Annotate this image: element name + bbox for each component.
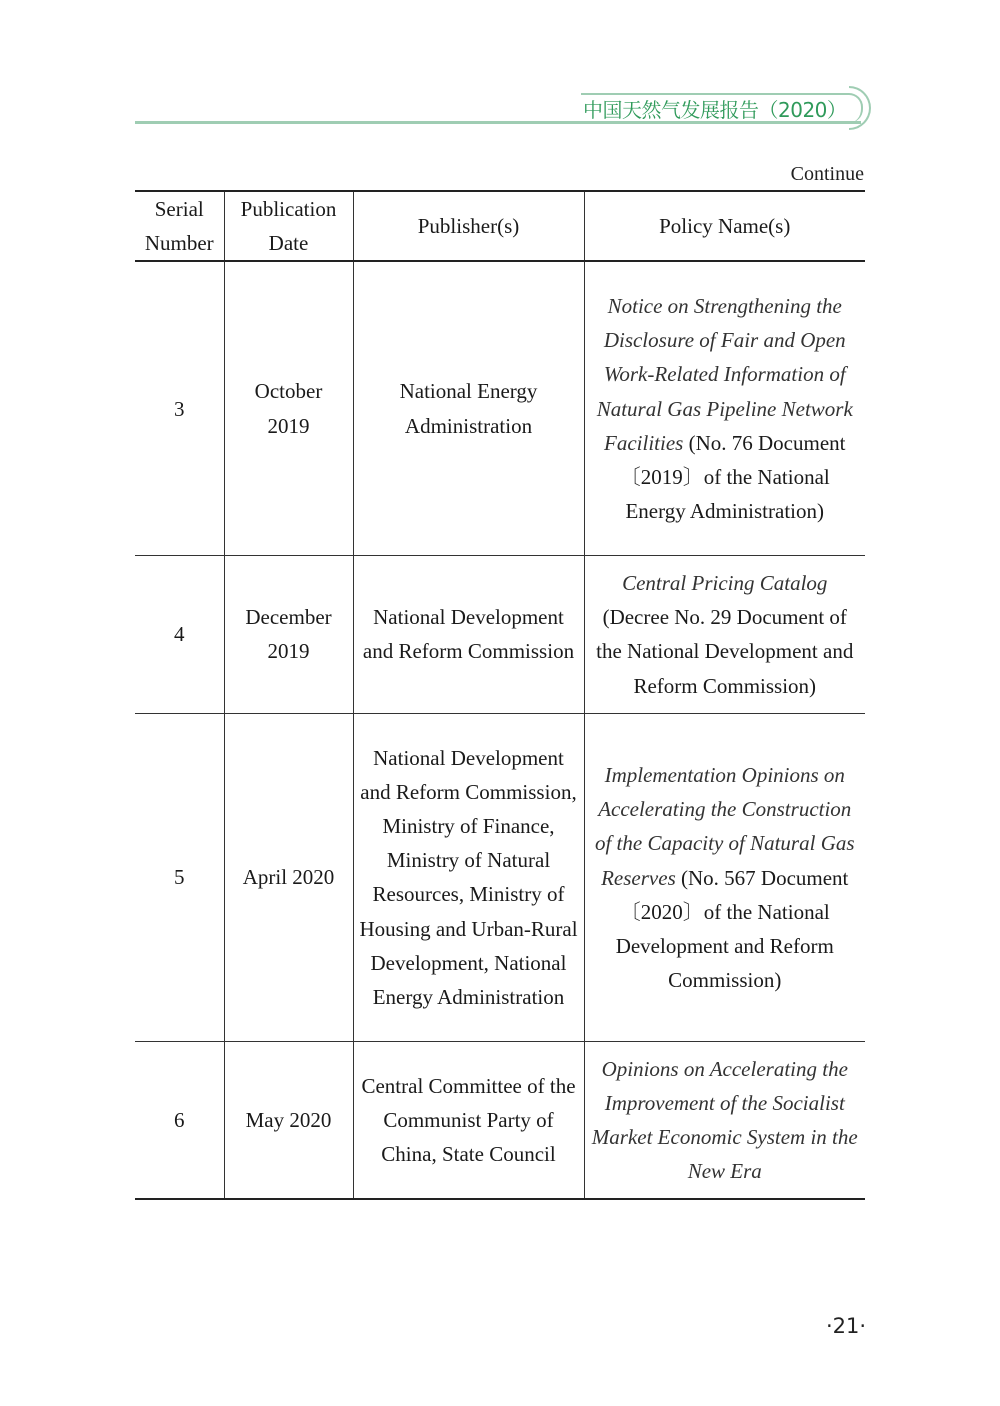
serial-cell: 3 — [135, 261, 224, 555]
table-row — [135, 261, 865, 555]
report-title: 中国天然气发展报告（2020） — [583, 98, 847, 122]
continue-label: Continue — [790, 163, 864, 185]
date-cell: May 2020 — [224, 1041, 353, 1199]
policy-cell — [584, 1041, 865, 1199]
serial-cell: 5 — [135, 713, 224, 1041]
publisher-cell: National Development and Reform Commission — [353, 555, 584, 713]
policy-table — [135, 190, 865, 1200]
policy-title: Central Pricing Catalog — [622, 571, 828, 595]
publisher-cell: National Energy Administration — [353, 261, 584, 555]
table-row — [135, 555, 865, 713]
date-cell: December 2019 — [224, 555, 353, 713]
serial-cell: 4 — [135, 555, 224, 713]
header-publishers: Publisher(s) — [353, 191, 584, 261]
publisher-cell: Central Committee of the Communist Party of China, State Council — [353, 1041, 584, 1199]
policy-title: Notice on Strengthening the Disclosure of Fair and Open Work-Related Information of Natural Gas Pipeline Network Facilities — [596, 293, 853, 455]
header-policy-names: Policy Name(s) — [584, 191, 865, 261]
policy-note: (No. 567 Document〔2020〕of the National Development and Reform Commission) — [615, 865, 849, 993]
publisher-cell: National Development and Reform Commission, Ministry of Finance, Ministry of Natural Resources, Ministry of Housing and Urban-Rural Development, National Energy Administration — [353, 713, 584, 1041]
policy-cell — [584, 713, 865, 1041]
policy-title: Opinions on Accelerating the Improvement of the Socialist Market Economic System in the New Era — [591, 1056, 858, 1184]
running-head — [135, 86, 875, 134]
table-header-row — [135, 191, 865, 261]
page-number: ·21· — [826, 1314, 867, 1338]
table-row — [135, 713, 865, 1041]
header-publication-date: Publication Date — [224, 191, 353, 261]
header-curl-ornament — [849, 86, 871, 130]
serial-cell: 6 — [135, 1041, 224, 1199]
policy-note: (Decree No. 29 Document of the National Development and Reform Commission) — [596, 605, 854, 698]
policy-cell — [584, 555, 865, 713]
date-cell: April 2020 — [224, 713, 353, 1041]
header-serial-number: Serial Number — [135, 191, 224, 261]
policy-note: (No. 76 Document〔2019〕of the National Energy Administration) — [619, 430, 846, 524]
table-row — [135, 1041, 865, 1199]
policy-title: Implementation Opinions on Accelerating the Construction of the Capacity of Natural Gas Reserves — [594, 762, 855, 890]
date-cell: October 2019 — [224, 261, 353, 555]
policy-cell — [584, 261, 865, 555]
